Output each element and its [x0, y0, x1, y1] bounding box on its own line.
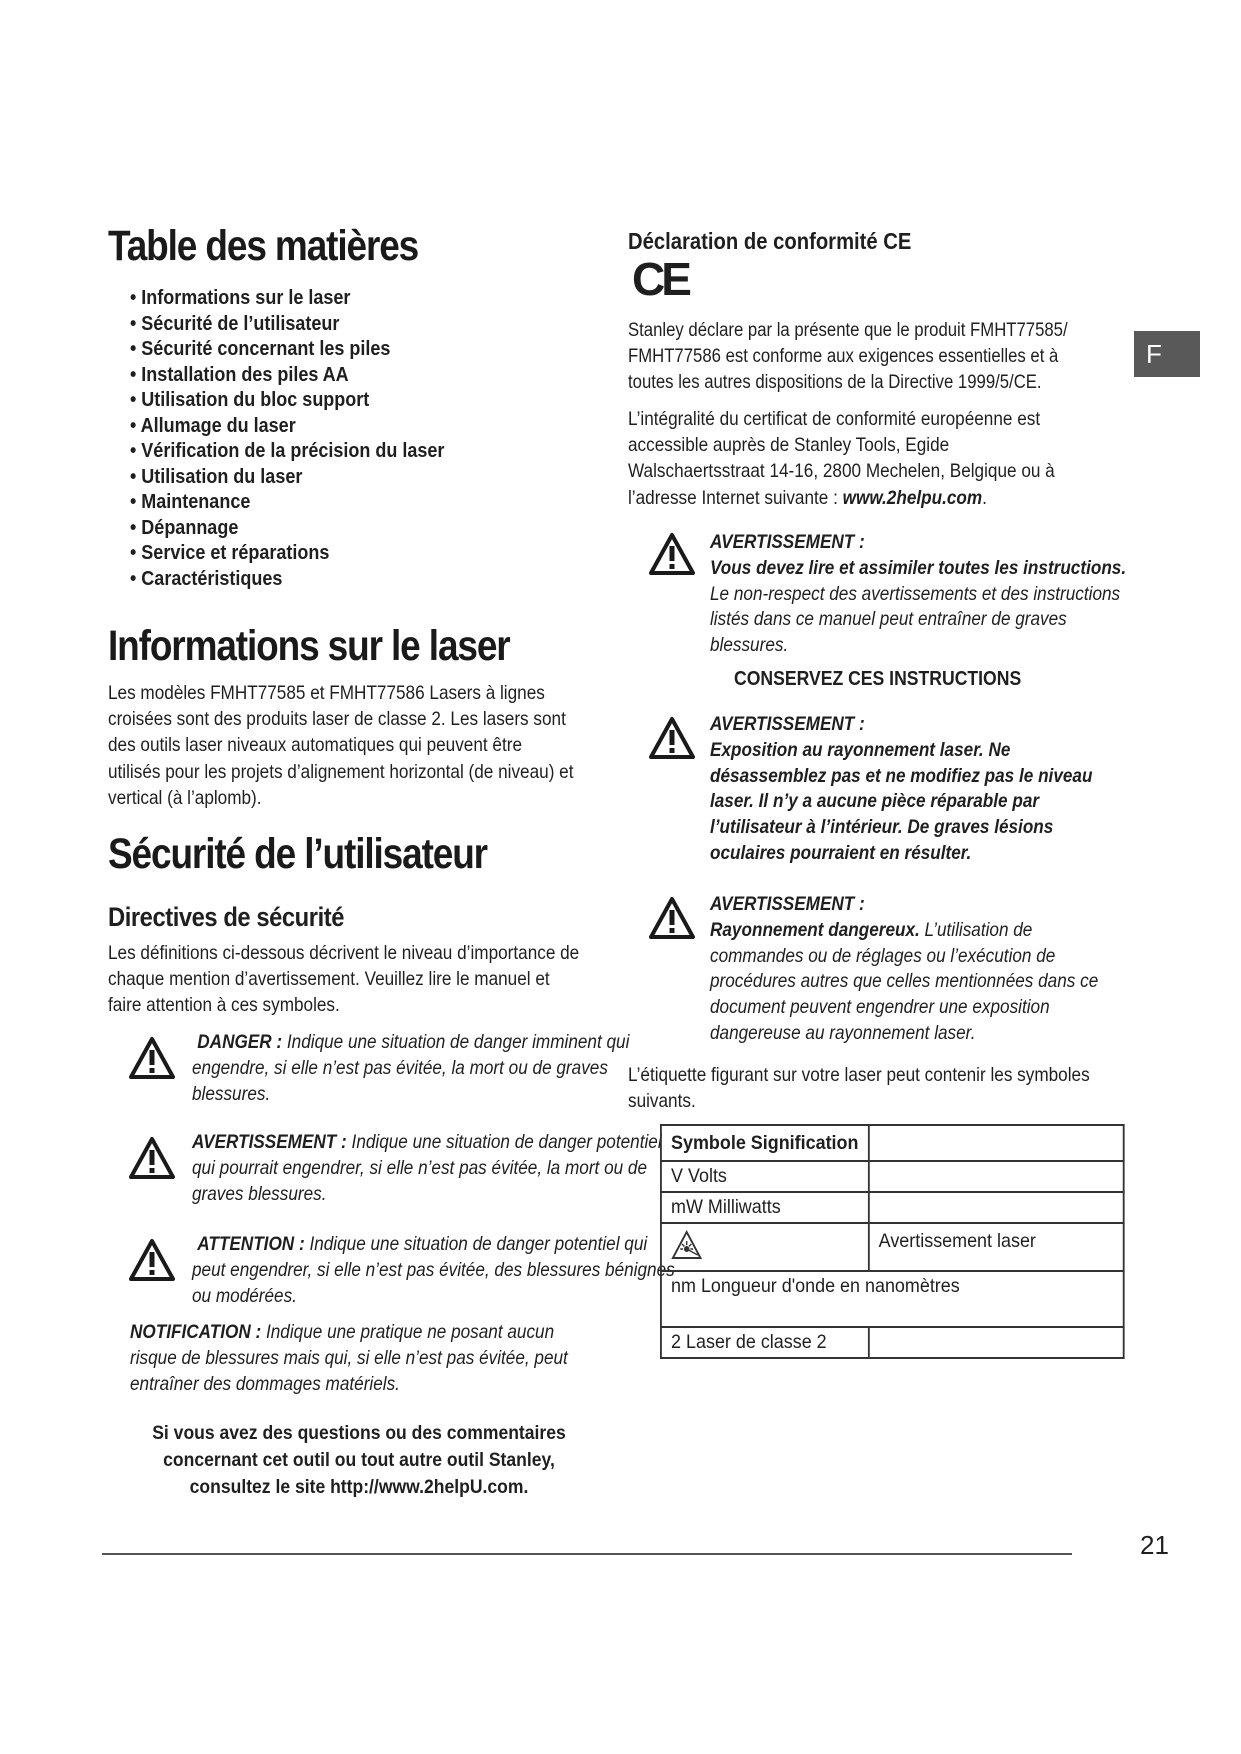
website-link[interactable]: www.2helpu.com: [842, 486, 983, 509]
table-cell: [661, 1223, 869, 1271]
warning-text: Le non-respect des avertissements et des instructions listés dans ce manuel peut entraîner de graves blessures.: [710, 582, 1121, 657]
notice-definition: [130, 1320, 605, 1397]
notice-text: Indique une pratique ne posant aucun risque de blessures mais qui, si elle n’est pas évitée, peut entraîner des dommages matériels.: [130, 1321, 568, 1395]
ce-declaration-title: Déclaration de conformité CE: [628, 228, 912, 254]
table-row: [661, 1192, 1123, 1223]
table-cell: mW Milliwatts: [661, 1192, 869, 1223]
toc-item: • Dépannage: [130, 516, 444, 542]
keep-instructions-heading: CONSERVEZ CES INSTRUCTIONS: [734, 668, 1022, 690]
table-header-cell: Symbole Signification: [661, 1125, 869, 1161]
table-cell: 2 Laser de classe 2: [661, 1327, 869, 1358]
caution-label: ATTENTION :: [197, 1233, 305, 1255]
safety-guidelines-subtitle: Directives de sécurité: [108, 902, 344, 932]
ce-mark-logo: CE: [632, 253, 688, 305]
symbol-table-wrapper: [660, 1124, 1124, 1359]
toc-title: Table des matières: [108, 222, 419, 270]
symbol-table: [660, 1124, 1124, 1359]
ce-certificate-end: .: [982, 486, 987, 509]
warning-triangle-icon: [648, 532, 696, 576]
warning-triangle-icon: [128, 1136, 176, 1180]
laser-warning-icon: [671, 1230, 702, 1260]
safety-intro-text: Les définitions ci-dessous décrivent le niveau d’importance de chaque mention d’avertissement. Veuillez lire le manuel et faire attention à ces symboles.: [108, 942, 580, 1017]
toc-item: • Vérification de la précision du laser: [130, 439, 444, 465]
caution-definition: [192, 1232, 680, 1309]
table-cell: Avertissement laser: [869, 1223, 1124, 1271]
warning-hazardous-radiation: [710, 892, 1102, 1047]
toc-item: • Sécurité de l’utilisateur: [130, 312, 444, 338]
toc-item: • Utilisation du laser: [130, 465, 444, 491]
caution-text: Indique une situation de danger potentiel qui peut engendrer, si elle n’est pas évitée, des blessures bénignes ou modérées.: [192, 1233, 675, 1307]
footer-divider: [102, 1553, 1072, 1555]
table-header-cell: [869, 1125, 1124, 1161]
danger-label: DANGER :: [197, 1031, 283, 1053]
toc-list: [130, 286, 479, 592]
laser-info-title: Informations sur le laser: [108, 622, 510, 670]
table-row: [661, 1271, 1123, 1327]
ce-certificate-text: [628, 406, 1090, 511]
warning-laser-exposure: [710, 712, 1102, 867]
warning-definition: [192, 1130, 680, 1207]
user-safety-title: Sécurité de l’utilisateur: [108, 830, 487, 878]
table-cell: V Volts: [661, 1161, 869, 1192]
table-row: [661, 1125, 1123, 1161]
table-cell: [869, 1192, 1124, 1223]
table-cell: [869, 1161, 1124, 1192]
warning-triangle-icon: [128, 1036, 176, 1080]
laser-info-text: Les modèles FMHT77585 et FMHT77586 Lasers à lignes croisées sont des produits laser de classe 2. Les lasers sont des outils laser niveaux automatiques qui peuvent être utilisés pour les projets d’alignement horizontal (de niveau) et vertical (à l’aplomb).: [108, 682, 574, 809]
danger-text: Indique une situation de danger imminent qui engendre, si elle n’est pas évitée, la mort ou de graves blessures.: [192, 1031, 630, 1105]
table-cell: [869, 1327, 1124, 1358]
page-number: 21: [1140, 1530, 1169, 1560]
toc-item: • Caractéristiques: [130, 567, 444, 593]
danger-definition: [192, 1030, 680, 1107]
warning-label: AVERTISSEMENT :: [192, 1131, 347, 1153]
table-row: [661, 1327, 1123, 1358]
label-symbols-intro: L’étiquette figurant sur votre laser peut contenir les symboles suivants.: [628, 1064, 1090, 1113]
ce-declaration-text: Stanley déclare par la présente que le produit FMHT77585/ FMHT77586 est conforme aux exigences essentielles et à toutes les autres dispositions de la Directive 1999/5/CE.: [628, 320, 1068, 393]
toc-item: • Informations sur le laser: [130, 286, 444, 312]
warning-bold-text: Rayonnement dangereux.: [710, 918, 920, 941]
questions-contact-text: Si vous avez des questions ou des commentaires concernant cet outil ou tout autre outil Stanley, consultez le site http://www.2helpU.com.: [152, 1422, 566, 1498]
toc-item: • Maintenance: [130, 490, 444, 516]
table-row: [661, 1161, 1123, 1192]
toc-item: • Installation des piles AA: [130, 363, 444, 389]
toc-item: • Utilisation du bloc support: [130, 388, 444, 414]
warning-bold-text: Vous devez lire et assimiler toutes les instructions.: [710, 556, 1127, 579]
warning-title: AVERTISSEMENT :: [710, 893, 865, 915]
toc-item: • Service et réparations: [130, 541, 444, 567]
toc-item: • Sécurité concernant les piles: [130, 337, 444, 363]
warning-triangle-icon: [648, 716, 696, 760]
warning-title: AVERTISSEMENT :: [710, 531, 865, 553]
table-row: [661, 1223, 1123, 1271]
warning-text: Indique une situation de danger potentiel qui pourrait engendrer, si elle n’est pas évitée, la mort ou de graves blessures.: [192, 1131, 662, 1205]
warning-text: L’utilisation de commandes ou de réglages ou l’exécution de procédures autres que celles mentionnées dans ce document peuvent engendrer une exposition dangereuse au rayonnement laser.: [710, 918, 1099, 1044]
warning-bold-text: Exposition au rayonnement laser. Ne désassemblez pas et ne modifiez pas le niveau laser. Il n’y a aucune pièce réparable par l’utilisateur à l’intérieur. De graves lésions oculaires pourraient en résulter.: [710, 738, 1093, 864]
warning-triangle-icon: [128, 1238, 176, 1282]
warning-read-instructions: [710, 530, 1128, 659]
table-cell: nm Longueur d'onde en nanomètres: [661, 1271, 1123, 1327]
ce-certificate-body: L’intégralité du certificat de conformité européenne est accessible auprès de Stanley Tools, Egide Walschaertsstraat 14-16, 2800 Mechelen, Belgique ou à l’adresse Internet suivante :: [628, 408, 1055, 509]
language-tab-label: F: [1134, 331, 1200, 377]
toc-item: • Allumage du laser: [130, 414, 444, 440]
warning-triangle-icon: [648, 896, 696, 940]
notice-label: NOTIFICATION :: [130, 1321, 262, 1343]
warning-title: AVERTISSEMENT :: [710, 713, 865, 735]
